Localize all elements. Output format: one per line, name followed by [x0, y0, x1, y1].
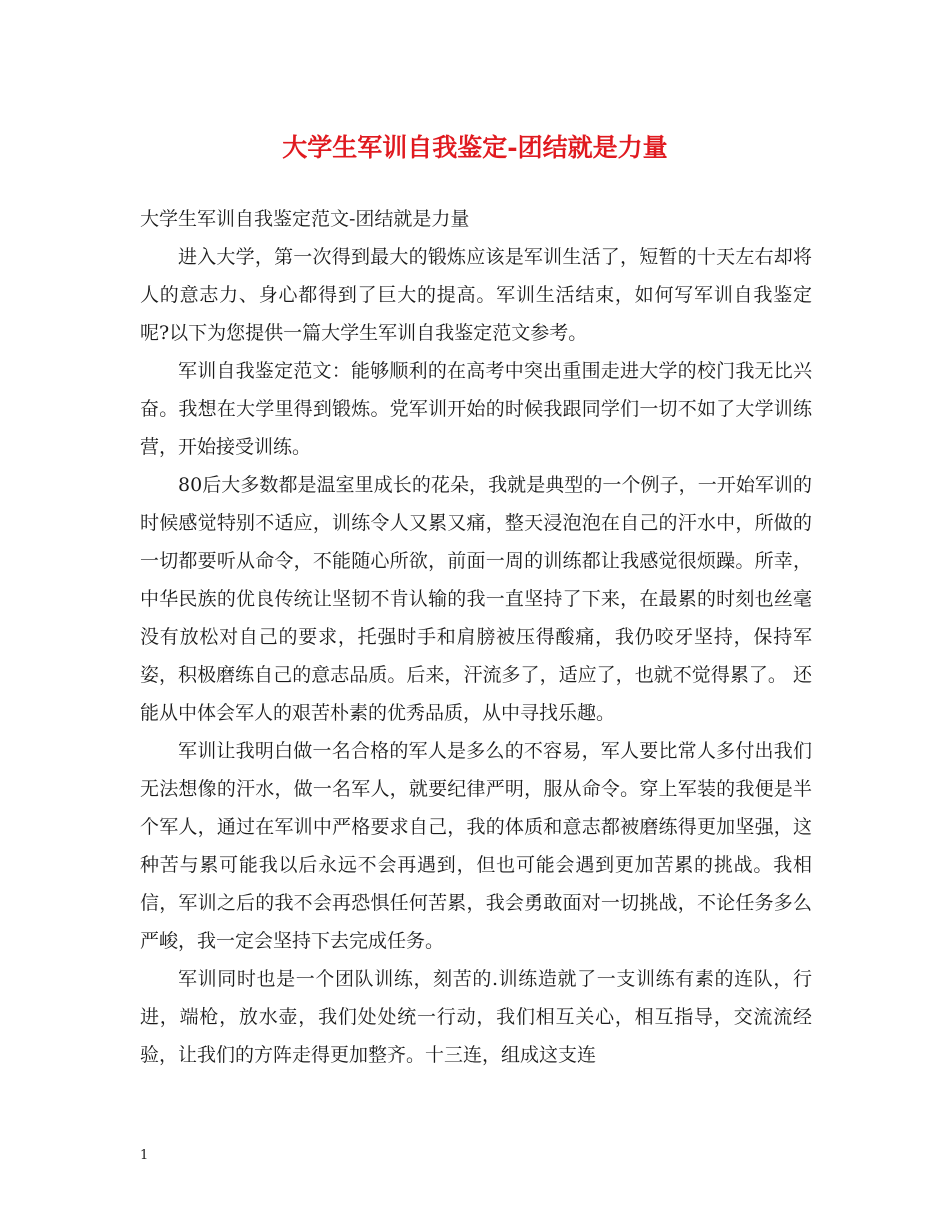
page-number: 1	[140, 1148, 149, 1163]
document-title: 大学生军训自我鉴定-团结就是力量	[282, 133, 668, 162]
paragraph-soldier: 军训让我明白做一名合格的军人是多么的不容易，军人要比常人多付出我们无法想像的汗水，做一名军人，就要纪律严明，服从命令。穿上军装的我便是半个军人，通过在军训中严格要求自己，我的体质和意志都被磨练得更加坚强，这种苦与累可能我以后永远不会再遇到，但也可能会遇到更加苦累的挑战。我相信，军训之后的我不会再恐惧任何苦累，我会勇敢面对一切挑战，不论任务多么严峻，我一定会坚持下去完成任务。	[140, 740, 812, 952]
paragraph-post80s: 80后大多数都是温室里成长的花朵，我就是典型的一个例子，一开始军训的时候感觉特别不适应，训练令人又累又痛，整天浸泡泡在自己的汗水中，所做的一切都要听从命令，不能随心所欲，前面一周的训练都让我感觉很烦躁。所幸，中华民族的优良传统让坚韧不肯认输的我一直坚持了下来，在最累的时刻也丝毫没有放松对自己的要求，托强时手和肩膀被压得酸痛，我仍咬牙坚持，保持军姿，积极磨练自己的意志品质。后来，汗流多了，适应了，也就不觉得累了。 还能从中体会军人的艰苦朴素的优秀品质，从中寻找乐趣。	[140, 474, 812, 724]
paragraph-intro: 进入大学，第一次得到最大的锻炼应该是军训生活了，短暂的十天左右却将人的意志力、身心都得到了巨大的提高。军训生活结束，如何写军训自我鉴定呢?以下为您提供一篇大学生军训自我鉴定范文参考。	[140, 246, 812, 344]
document-body	[140, 200, 812, 1074]
document-subtitle: 大学生军训自我鉴定范文-团结就是力量	[140, 208, 470, 230]
paragraph-sample-start: 军训自我鉴定范文：能够顺利的在高考中突出重围走进大学的校门我无比兴奋。我想在大学里得到锻炼。党军训开始的时候我跟同学们一切不如了大学训练营，开始接受训练。	[140, 360, 812, 458]
paragraph-team: 军训同时也是一个团队训练，刻苦的.训练造就了一支训练有素的连队，行进，端枪，放水壶，我们处处统一行动，我们相互关心，相互指导，交流流经验，让我们的方阵走得更加整齐。十三连，组成这支连	[140, 968, 812, 1066]
